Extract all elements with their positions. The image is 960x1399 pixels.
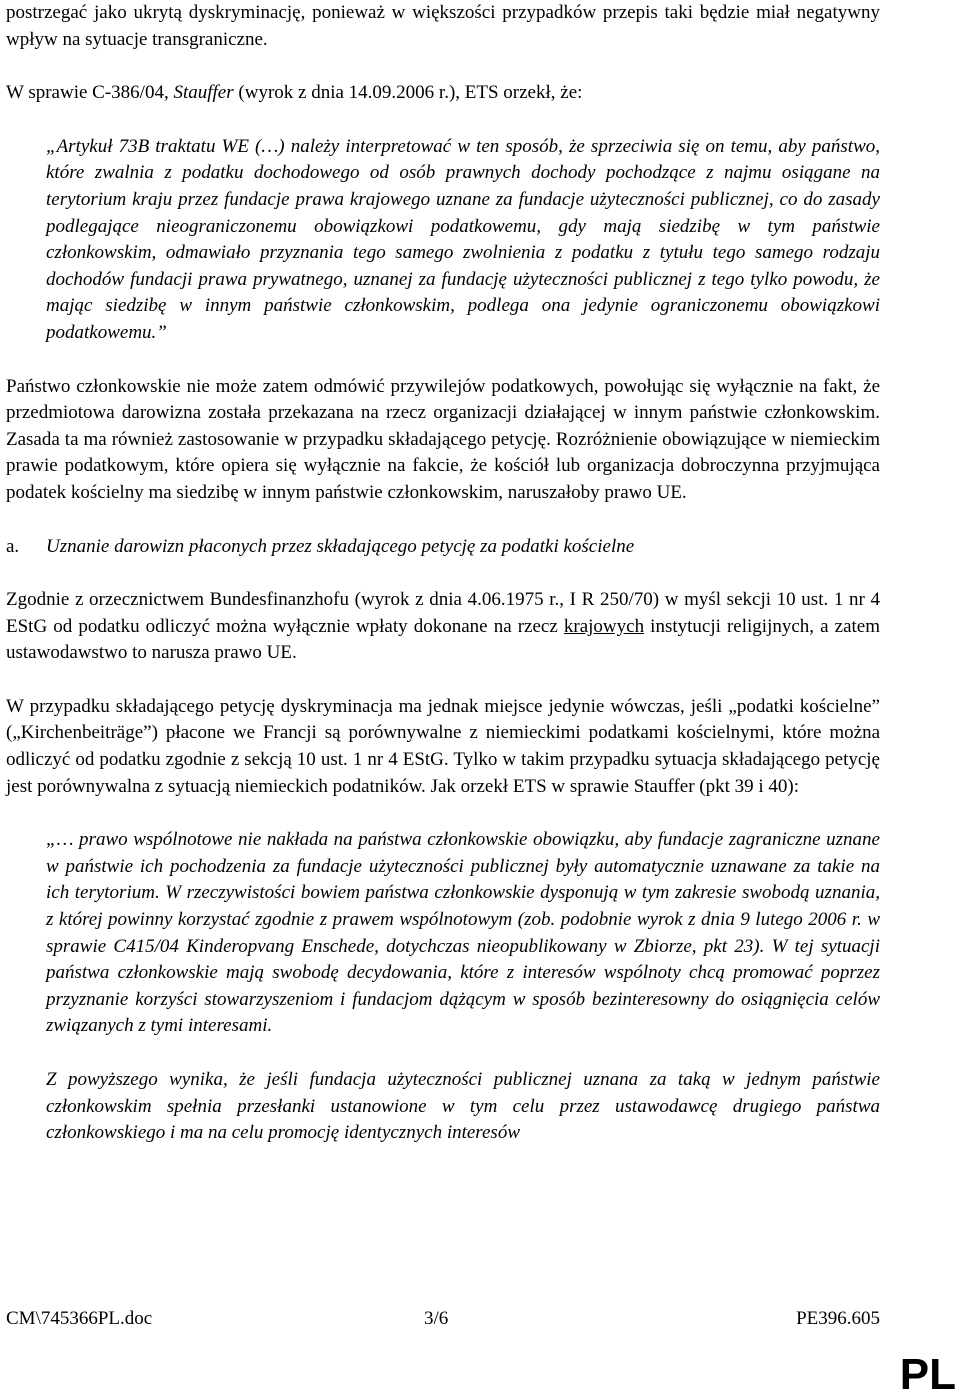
paragraph-intro: postrzegać jako ukrytą dyskryminację, ponieważ w większości przypadków przepis taki będzie miał negatywny wpływ na sytuacje transgraniczne. bbox=[6, 2, 880, 50]
quote-stauffer: „… prawo wspólnotowe nie nakłada na państwa członkowskie obowiązku, aby fundacje zagraniczne uznane w państwie ich pochodzenia za fundacje użyteczności publicznej były automatycznie uznawane za takie na ich terytorium. W rzeczywistości bowiem państwa członkowskie dysponują w tym zakresie swobodą uznania, z której powinny korzystać zgodnie z prawem wspólnotowym (zob. podobnie wyrok z dnia 9 lutego 2006 r. w sprawie C415/04 Kinderopvang Enschede, dotychczas nieopublikowany w Zbiorze, pkt 23). W tej sytuacji państwa członkowskie mają swobodę decydowania, które z interesów wspólnoty chcą promować poprzez przyznanie korzyści stowarzyszeniom i fundacjom dążącym w sposób bezinteresowny do osiągnięcia celów związanych z tymi interesami. bbox=[46, 829, 880, 1037]
footer-pe-number: PE396.605 bbox=[796, 1308, 880, 1329]
footer-page-number: 3/6 bbox=[424, 1308, 449, 1329]
bfh-text-end: instytucji religijnych, a zatem ustawodawstwo to narusza prawo UE. bbox=[6, 615, 881, 664]
footer-doc-ref: CM\745366PL.doc bbox=[6, 1308, 153, 1329]
paragraph-member-state: Państwo członkowskie nie może zatem odmówić przywilejów podatkowych, powołując się wyłącznie na fakt, że przedmiotowa darowizna została przekazana na rzecz organizacji działającej w innym państwie członkowskim. Zasada ta ma również zastosowanie w przypadku składającego petycję. Rozróżnienie obowiązujące w niemieckim prawie podatkowym, które opiera się wyłącznie na fakcie, że kościół lub organizacja dobroczynna przyjmująca podatek kościelny ma siedzibę w innym państwie członkowskim, naruszałoby prawo UE. bbox=[6, 375, 880, 503]
quote-conclusion: Z powyższego wynika, że jeśli fundacja użyteczności publicznej uznana za taką w jednym państwie członkowskim spełnia przesłanki ustanowione w tym celu przez ustawodawcę drugiego państwa członkowskiego i ma na celu promocję identycznych interesów bbox=[46, 1069, 880, 1144]
bfh-text: Zgodnie z orzecznictwem Bundesfinanzhofu (wyrok z dnia 4.06.1975 r., I R 250/70) w myśl sekcji 10 ust. 1 nr 4 EStG od podatku odliczyć można wyłącznie wpłaty dokonane na rzecz bbox=[6, 589, 880, 637]
case-name: Stauffer bbox=[173, 82, 234, 104]
page-footer bbox=[6, 1306, 880, 1332]
case-text: W sprawie C-386/04, bbox=[6, 82, 174, 104]
paragraph-case-stauffer bbox=[6, 80, 880, 107]
language-code: PL bbox=[899, 1350, 956, 1399]
paragraph-discrimination: W przypadku składającego petycję dyskryminacja ma jednak miejsce jedynie wówczas, jeśli „podatki kościelne” („Kirchenbeiträge”) płacone we Francji są porównywalne z niemieckimi podatkami kościelnymi, które można odliczyć od podatku zgodnie z sekcją 10 ust. 1 nr 4 EStG. Tylko w takim przypadku sytuacja składającego petycję jest porównywalna z sytuacją niemieckich podatników. Jak orzekł ETS w sprawie Stauffer (pkt 39 i 40): bbox=[6, 695, 880, 797]
quote-judgment: „Artykuł 73B traktatu WE (…) należy interpretować w ten sposób, że sprzeciwia się on temu, aby państwo, które zwalnia z podatku dochodowego od osób prawnych dochody pochodzące z najmu osiągane na terytorium kraju przez fundacje prawa krajowego uznane za fundacje użyteczności publicznej, co do zasady podlegające nieograniczonemu obowiązkowi podatkowemu, gdy mają siedzibę w tym państwie członkowskim, odmawiało przyznania tego samego zwolnienia z podatku z tytułu tego samego rodzaju dochodów fundacji prawa prywatnego, uznanej za fundację użyteczności publicznej z tego tylko powodu, że mając siedzibę w innym państwie członkowskim, podlega ona jedynie ograniczonemu obowiązkowi podatkowemu.” bbox=[46, 135, 880, 343]
case-text-end: (wyrok z dnia 14.09.2006 r.), ETS orzekł, że: bbox=[233, 82, 583, 104]
section-number: a. bbox=[6, 535, 20, 557]
underlined-word: krajowych bbox=[563, 615, 645, 637]
paragraph-bundesfinanzhof bbox=[6, 587, 880, 667]
document-body bbox=[6, 0, 880, 1147]
section-title: Uznanie darowizn płaconych przez składającego petycję za podatki kościelne bbox=[46, 535, 635, 557]
section-heading bbox=[6, 534, 880, 561]
